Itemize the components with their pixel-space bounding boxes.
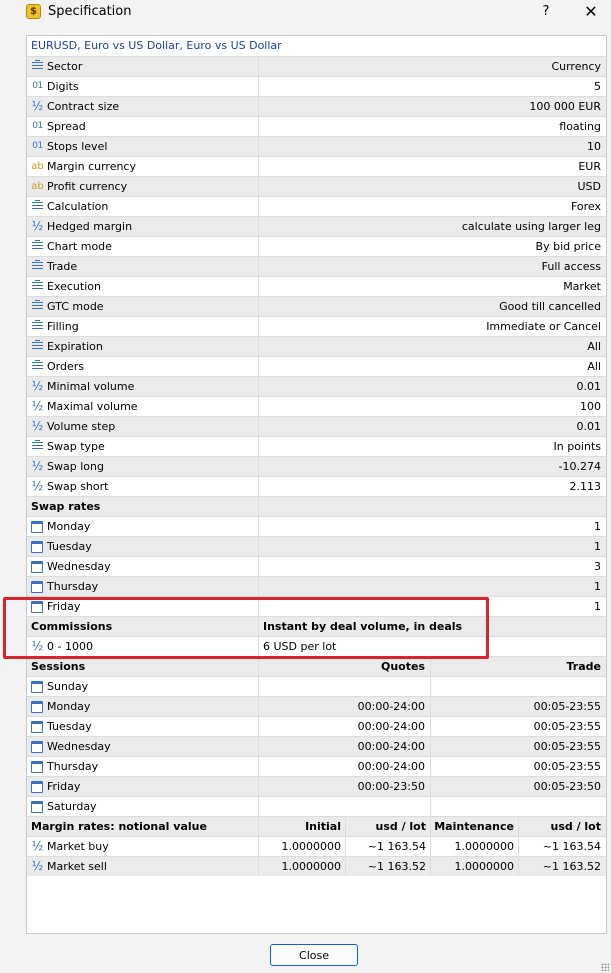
- initial-value-text: 1.0000000: [281, 860, 341, 873]
- property-name-text: Contract size: [47, 100, 120, 113]
- digits-icon: 01: [32, 121, 43, 131]
- half-icon: ½: [31, 479, 44, 493]
- property-value: [258, 137, 606, 156]
- trade-session: [430, 797, 606, 816]
- text-icon: ab: [31, 181, 44, 192]
- property-name: [27, 337, 258, 356]
- property-value: [258, 237, 606, 256]
- day-name-text: Friday: [47, 600, 81, 613]
- property-value-text: Good till cancelled: [499, 300, 601, 313]
- property-name-text: Filling: [47, 320, 79, 333]
- property-value-text: 0.01: [576, 420, 601, 433]
- property-row[interactable]: [27, 476, 606, 496]
- swap-rate-value: [258, 557, 606, 576]
- day-name: [27, 517, 258, 536]
- property-value-text: In points: [553, 440, 601, 453]
- commissions-header-row[interactable]: [27, 616, 606, 636]
- list-icon: [31, 300, 44, 313]
- quotes-header-text: Quotes: [380, 660, 425, 673]
- trade-session: [430, 777, 606, 796]
- maintenance-value: [430, 837, 518, 856]
- quotes-session: [258, 697, 430, 716]
- swap-rate-row[interactable]: [27, 516, 606, 536]
- property-name-text: Minimal volume: [47, 380, 135, 393]
- day-name-text: Tuesday: [47, 720, 92, 733]
- session-row[interactable]: [27, 696, 606, 716]
- initial-usd-value-text: ~1 163.54: [367, 840, 426, 853]
- property-value: [258, 197, 606, 216]
- quotes-session: [258, 777, 430, 796]
- half-icon: ½: [31, 839, 44, 853]
- section-header-text: Margin rates: notional value: [31, 820, 207, 833]
- trade-session-text: 00:05-23:55: [533, 740, 601, 753]
- trade-session: [430, 717, 606, 736]
- property-row[interactable]: [27, 176, 606, 196]
- section-header: [27, 617, 258, 636]
- property-name: [27, 417, 258, 436]
- property-value: [258, 437, 606, 456]
- day-name: [27, 777, 258, 796]
- calendar-icon: [31, 521, 43, 533]
- swap-rates-header-row[interactable]: [27, 496, 606, 516]
- property-value-text: Market: [563, 280, 601, 293]
- property-name: [27, 137, 258, 156]
- day-name: [27, 597, 258, 616]
- property-name-text: Execution: [47, 280, 101, 293]
- quotes-header: [258, 657, 430, 676]
- day-name-text: Thursday: [47, 580, 99, 593]
- close-button[interactable]: Close: [270, 944, 358, 966]
- half-icon: ½: [31, 639, 44, 653]
- property-value: [258, 57, 606, 76]
- calendar-icon: [31, 741, 43, 753]
- maintenance-usd-value: [518, 857, 606, 876]
- digits-icon: 01: [32, 141, 43, 151]
- trade-header-text: Trade: [566, 660, 601, 673]
- property-name: [27, 237, 258, 256]
- column-header: [345, 817, 430, 836]
- half-icon: ½: [31, 99, 44, 113]
- property-value: [258, 337, 606, 356]
- initial-value: [258, 837, 345, 856]
- half-icon: ½: [31, 419, 44, 433]
- half-icon: ½: [31, 459, 44, 473]
- trade-session-text: 00:05-23:55: [533, 700, 601, 713]
- property-value-text: Immediate or Cancel: [486, 320, 601, 333]
- list-icon: [31, 320, 44, 333]
- property-name: [27, 377, 258, 396]
- list-icon: [31, 360, 44, 373]
- property-row[interactable]: [27, 116, 606, 136]
- property-name: [27, 157, 258, 176]
- property-row[interactable]: [27, 76, 606, 96]
- commission-row[interactable]: [27, 636, 606, 656]
- property-name-text: Swap long: [47, 460, 104, 473]
- margin-type-text: Market buy: [47, 840, 109, 853]
- quotes-session: [258, 757, 430, 776]
- property-value: [258, 477, 606, 496]
- property-row[interactable]: [27, 456, 606, 476]
- property-value-text: EUR: [578, 160, 601, 173]
- property-name: [27, 117, 258, 136]
- empty-cell: [258, 497, 606, 516]
- property-name: [27, 317, 258, 336]
- session-row[interactable]: [27, 736, 606, 756]
- app-icon: $: [26, 4, 41, 19]
- swap-rate-value: [258, 577, 606, 596]
- commission-type-text: Instant by deal volume, in deals: [263, 620, 463, 633]
- property-value: [258, 157, 606, 176]
- title-bar: [0, 0, 611, 24]
- calendar-icon: [31, 581, 43, 593]
- help-button[interactable]: ?: [542, 4, 550, 19]
- maintenance-usd-value-text: ~1 163.52: [542, 860, 601, 873]
- maintenance-value: [430, 857, 518, 876]
- column-header: [258, 817, 345, 836]
- margin-rates-header-row[interactable]: [27, 816, 606, 836]
- trade-header: [430, 657, 606, 676]
- property-value-text: All: [587, 360, 601, 373]
- property-row[interactable]: [27, 356, 606, 376]
- maintenance-usd-value-text: ~1 163.54: [542, 840, 601, 853]
- calendar-icon: [31, 561, 43, 573]
- property-name-text: Calculation: [47, 200, 109, 213]
- day-name-text: Saturday: [47, 800, 97, 813]
- day-name-text: Monday: [47, 700, 91, 713]
- session-row[interactable]: [27, 676, 606, 696]
- property-value-text: 2.113: [569, 480, 601, 493]
- day-name: [27, 537, 258, 556]
- maintenance-value-text: 1.0000000: [454, 840, 514, 853]
- swap-rate-value-text: 1: [594, 520, 601, 533]
- swap-rate-value-text: 1: [594, 600, 601, 613]
- list-icon: [31, 240, 44, 253]
- property-value: [258, 417, 606, 436]
- property-value: [258, 377, 606, 396]
- property-value-text: 100: [580, 400, 601, 413]
- day-name-text: Wednesday: [47, 560, 111, 573]
- property-name-text: Chart mode: [47, 240, 112, 253]
- property-value-text: 0.01: [576, 380, 601, 393]
- property-value: [258, 77, 606, 96]
- property-value: [258, 277, 606, 296]
- property-value: [258, 257, 606, 276]
- calendar-icon: [31, 681, 43, 693]
- session-row[interactable]: [27, 796, 606, 816]
- maintenance-value-text: 1.0000000: [454, 860, 514, 873]
- section-header: [27, 497, 258, 516]
- property-value-text: Full access: [541, 260, 601, 273]
- property-value-text: Currency: [551, 60, 601, 73]
- property-row[interactable]: [27, 256, 606, 276]
- list-icon: [31, 280, 44, 293]
- initial-value: [258, 857, 345, 876]
- day-name: [27, 677, 258, 696]
- property-name-text: Hedged margin: [47, 220, 133, 233]
- section-header-text: Commissions: [31, 620, 113, 633]
- property-name: [27, 397, 258, 416]
- property-value-text: 10: [587, 140, 601, 153]
- property-name-text: Profit currency: [47, 180, 128, 193]
- day-name-text: Sunday: [47, 680, 89, 693]
- property-name-text: Swap type: [47, 440, 105, 453]
- commission-range: [27, 637, 258, 656]
- day-name: [27, 737, 258, 756]
- swap-rate-row[interactable]: [27, 536, 606, 556]
- swap-rate-value-text: 3: [594, 560, 601, 573]
- margin-type-text: Market sell: [47, 860, 107, 873]
- window-close-icon[interactable]: ✕: [584, 2, 598, 21]
- list-icon: [31, 260, 44, 273]
- quotes-session-text: 00:00-24:00: [357, 760, 425, 773]
- swap-rate-value: [258, 597, 606, 616]
- window-title: Specification: [48, 4, 132, 19]
- property-name-text: Swap short: [47, 480, 109, 493]
- digits-icon: 01: [32, 81, 43, 91]
- swap-rate-row[interactable]: [27, 576, 606, 596]
- half-icon: ½: [31, 379, 44, 393]
- property-value: [258, 397, 606, 416]
- property-value: [258, 177, 606, 196]
- property-name: [27, 437, 258, 456]
- specification-table: [26, 35, 607, 934]
- swap-rate-value: [258, 517, 606, 536]
- property-name: [27, 357, 258, 376]
- property-value-text: 5: [594, 80, 601, 93]
- property-name-text: Orders: [47, 360, 84, 373]
- column-header-text: Maintenance: [434, 820, 514, 833]
- property-value-text: By bid price: [535, 240, 601, 253]
- quotes-session: [258, 797, 430, 816]
- property-value: [258, 457, 606, 476]
- half-icon: ½: [31, 219, 44, 233]
- list-icon: [31, 440, 44, 453]
- property-value: [258, 97, 606, 116]
- property-row[interactable]: [27, 336, 606, 356]
- day-name-text: Wednesday: [47, 740, 111, 753]
- day-name-text: Monday: [47, 520, 91, 533]
- property-row[interactable]: [27, 316, 606, 336]
- property-value-text: -10.274: [558, 460, 601, 473]
- day-name-text: Tuesday: [47, 540, 92, 553]
- property-row[interactable]: [27, 276, 606, 296]
- trade-session-text: 00:05-23:55: [533, 760, 601, 773]
- property-value-text: Forex: [570, 200, 601, 213]
- swap-rate-row[interactable]: [27, 596, 606, 616]
- property-name: [27, 257, 258, 276]
- day-name: [27, 757, 258, 776]
- column-header: [518, 817, 606, 836]
- property-value: [258, 317, 606, 336]
- property-name: [27, 77, 258, 96]
- property-name-text: Expiration: [47, 340, 103, 353]
- quotes-session: [258, 737, 430, 756]
- day-name: [27, 577, 258, 596]
- trade-session: [430, 757, 606, 776]
- section-header: [27, 657, 258, 676]
- commission-range-text: 0 - 1000: [47, 640, 93, 653]
- property-row[interactable]: [27, 296, 606, 316]
- session-row[interactable]: [27, 776, 606, 796]
- property-row[interactable]: [27, 376, 606, 396]
- initial-usd-value-text: ~1 163.52: [367, 860, 426, 873]
- half-icon: ½: [31, 399, 44, 413]
- day-name: [27, 717, 258, 736]
- trade-session: [430, 737, 606, 756]
- day-name-text: Friday: [47, 780, 81, 793]
- swap-rate-value: [258, 537, 606, 556]
- day-name: [27, 797, 258, 816]
- property-value-text: USD: [577, 180, 601, 193]
- margin-rate-row[interactable]: [27, 836, 606, 856]
- trade-session-text: 00:05-23:55: [533, 720, 601, 733]
- day-name: [27, 697, 258, 716]
- initial-value-text: 1.0000000: [281, 840, 341, 853]
- property-row[interactable]: [27, 436, 606, 456]
- calendar-icon: [31, 801, 43, 813]
- property-row[interactable]: [27, 96, 606, 116]
- property-name-text: Margin currency: [47, 160, 136, 173]
- list-icon: [31, 60, 44, 73]
- calendar-icon: [31, 701, 43, 713]
- text-icon: ab: [31, 161, 44, 172]
- trade-session: [430, 697, 606, 716]
- property-row[interactable]: [27, 196, 606, 216]
- session-row[interactable]: [27, 716, 606, 736]
- property-row[interactable]: [27, 136, 606, 156]
- property-value: [258, 217, 606, 236]
- property-name-text: Stops level: [47, 140, 108, 153]
- commission-value-text: 6 USD per lot: [263, 640, 337, 653]
- property-name: [27, 277, 258, 296]
- calendar-icon: [31, 721, 43, 733]
- column-header: [430, 817, 518, 836]
- section-header: [27, 817, 258, 836]
- margin-rate-row[interactable]: [27, 856, 606, 876]
- trade-session: [430, 677, 606, 696]
- property-value-text: 100 000 EUR: [529, 100, 601, 113]
- property-value: [258, 297, 606, 316]
- calendar-icon: [31, 781, 43, 793]
- quotes-session-text: 00:00-24:00: [357, 740, 425, 753]
- column-header-text: usd / lot: [375, 820, 426, 833]
- list-icon: [31, 200, 44, 213]
- property-name: [27, 57, 258, 76]
- property-row[interactable]: [27, 416, 606, 436]
- swap-rate-value-text: 1: [594, 580, 601, 593]
- margin-type: [27, 857, 258, 876]
- sessions-header-row[interactable]: [27, 656, 606, 676]
- property-row[interactable]: [27, 56, 606, 76]
- commission-type: [258, 617, 606, 636]
- property-name: [27, 297, 258, 316]
- property-value-text: calculate using larger leg: [461, 220, 601, 233]
- maintenance-usd-value: [518, 837, 606, 856]
- calendar-icon: [31, 541, 43, 553]
- trade-session-text: 00:05-23:50: [533, 780, 601, 793]
- section-header-text: Sessions: [31, 660, 86, 673]
- property-name: [27, 477, 258, 496]
- initial-usd-value: [345, 837, 430, 856]
- list-icon: [31, 340, 44, 353]
- property-name-text: GTC mode: [47, 300, 104, 313]
- session-row[interactable]: [27, 756, 606, 776]
- symbol-header: EURUSD, Euro vs US Dollar, Euro vs US Dollar: [31, 39, 282, 52]
- half-icon: ½: [31, 859, 44, 873]
- margin-type: [27, 837, 258, 856]
- column-header-text: Initial: [305, 820, 341, 833]
- property-name: [27, 97, 258, 116]
- property-row[interactable]: [27, 236, 606, 256]
- property-value: [258, 357, 606, 376]
- property-name: [27, 197, 258, 216]
- property-name-text: Sector: [47, 60, 83, 73]
- property-name: [27, 217, 258, 236]
- quotes-session-text: 00:00-24:00: [357, 720, 425, 733]
- property-name-text: Digits: [47, 80, 79, 93]
- property-name-text: Spread: [47, 120, 86, 133]
- quotes-session: [258, 677, 430, 696]
- property-value-text: floating: [559, 120, 601, 133]
- property-value-text: All: [587, 340, 601, 353]
- initial-usd-value: [345, 857, 430, 876]
- property-row[interactable]: [27, 396, 606, 416]
- property-name-text: Maximal volume: [47, 400, 138, 413]
- quotes-session-text: 00:00-23:50: [357, 780, 425, 793]
- day-name-text: Thursday: [47, 760, 99, 773]
- swap-rate-row[interactable]: [27, 556, 606, 576]
- property-row[interactable]: [27, 156, 606, 176]
- property-name-text: Trade: [47, 260, 78, 273]
- property-value: [258, 117, 606, 136]
- quotes-session: [258, 717, 430, 736]
- section-header-text: Swap rates: [31, 500, 101, 513]
- commission-value: [258, 637, 606, 656]
- calendar-icon: [31, 601, 43, 613]
- property-name: [27, 457, 258, 476]
- property-row[interactable]: [27, 216, 606, 236]
- quotes-session-text: 00:00-24:00: [357, 700, 425, 713]
- resize-grip[interactable]: [601, 963, 609, 971]
- property-name-text: Volume step: [47, 420, 116, 433]
- swap-rate-value-text: 1: [594, 540, 601, 553]
- property-name: [27, 177, 258, 196]
- column-header-text: usd / lot: [550, 820, 601, 833]
- day-name: [27, 557, 258, 576]
- calendar-icon: [31, 761, 43, 773]
